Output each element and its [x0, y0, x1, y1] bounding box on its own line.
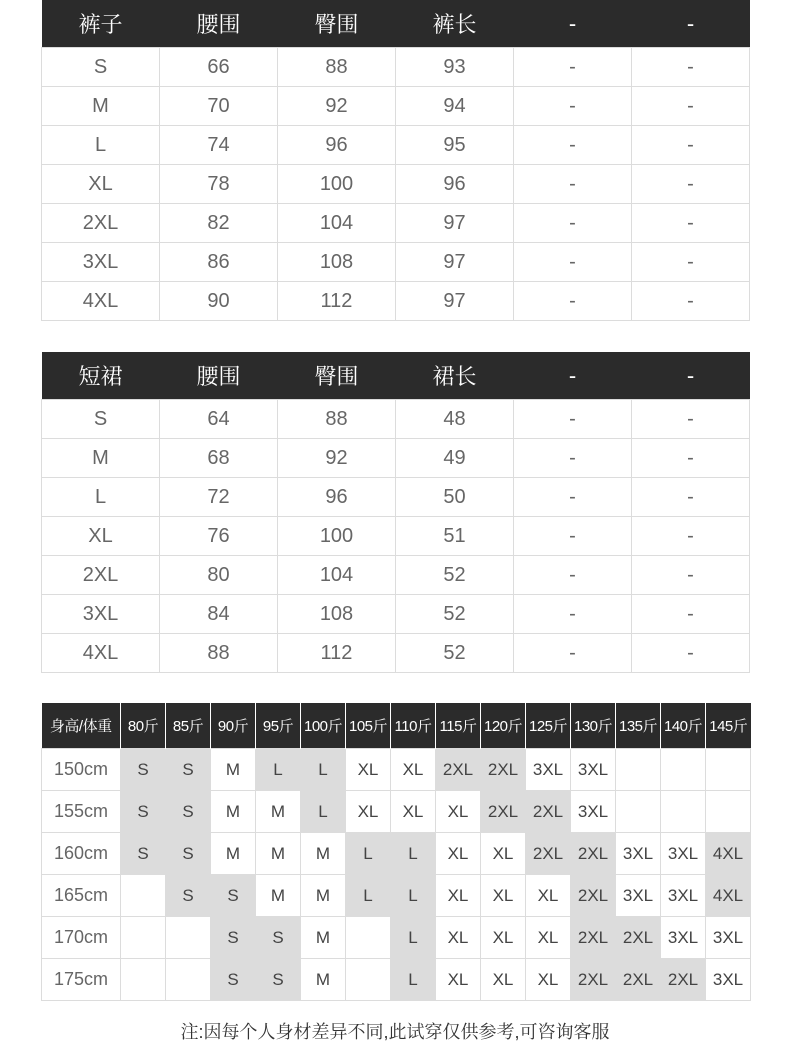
fit-size-cell: 3XL	[616, 875, 661, 917]
pants-cell: 97	[396, 282, 514, 321]
pants-cell: 112	[278, 282, 396, 321]
fit-height-label: 165cm	[42, 875, 121, 917]
pants-cell: -	[514, 126, 632, 165]
fit-row	[42, 917, 751, 959]
pants-cell: 78	[160, 165, 278, 204]
fit-header-row	[42, 703, 751, 749]
skirt-cell: 52	[396, 595, 514, 634]
fit-size-cell: S	[121, 749, 166, 791]
fit-size-cell	[706, 749, 751, 791]
fit-size-cell: L	[346, 833, 391, 875]
fit-size-cell: 4XL	[706, 875, 751, 917]
skirt-cell: 92	[278, 439, 396, 478]
fit-size-cell: S	[211, 875, 256, 917]
fit-size-cell: M	[301, 917, 346, 959]
pants-size-label: M	[42, 87, 160, 126]
fit-weight-header: 130斤	[571, 703, 616, 749]
skirt-size-label: XL	[42, 517, 160, 556]
skirt-size-label: L	[42, 478, 160, 517]
pants-table-body	[42, 48, 750, 321]
fit-size-cell: XL	[481, 875, 526, 917]
skirt-cell: -	[514, 439, 632, 478]
fit-size-cell: M	[256, 875, 301, 917]
fit-size-cell: S	[256, 917, 301, 959]
fit-size-cell: L	[391, 875, 436, 917]
skirt-row	[42, 478, 750, 517]
fit-row	[42, 833, 751, 875]
fit-size-cell: S	[211, 959, 256, 1001]
skirt-cell: 80	[160, 556, 278, 595]
fit-size-cell: XL	[526, 959, 571, 1001]
fit-height-label: 175cm	[42, 959, 121, 1001]
pants-cell: -	[514, 282, 632, 321]
skirt-header-cell: 短裙	[42, 352, 160, 400]
skirt-cell: -	[514, 595, 632, 634]
fit-size-cell: M	[301, 959, 346, 1001]
skirt-table-body	[42, 400, 750, 673]
pants-row	[42, 48, 750, 87]
skirt-cell: 88	[278, 400, 396, 439]
fit-size-cell: S	[256, 959, 301, 1001]
fit-weight-header: 120斤	[481, 703, 526, 749]
fit-size-cell: L	[256, 749, 301, 791]
skirt-row	[42, 634, 750, 673]
pants-header-cell: 裤子	[42, 0, 160, 48]
pants-size-table	[41, 0, 750, 321]
pants-cell: -	[514, 165, 632, 204]
fit-weight-header: 135斤	[616, 703, 661, 749]
fit-size-cell: M	[256, 791, 301, 833]
pants-cell: -	[632, 165, 750, 204]
skirt-cell: 112	[278, 634, 396, 673]
skirt-cell: -	[632, 400, 750, 439]
skirt-header-cell: -	[632, 352, 750, 400]
pants-cell: -	[514, 243, 632, 282]
fit-size-cell: 2XL	[481, 791, 526, 833]
fit-weight-header: 100斤	[301, 703, 346, 749]
pants-cell: 70	[160, 87, 278, 126]
pants-cell: 93	[396, 48, 514, 87]
fit-size-cell: XL	[526, 875, 571, 917]
fit-size-cell: 3XL	[571, 749, 616, 791]
skirt-row	[42, 439, 750, 478]
fit-size-cell: L	[391, 959, 436, 1001]
fit-size-cell: S	[211, 917, 256, 959]
skirt-cell: -	[632, 556, 750, 595]
fit-size-cell	[661, 749, 706, 791]
fit-table-header	[42, 703, 751, 749]
fit-size-cell	[346, 959, 391, 1001]
skirt-table-header	[42, 352, 750, 400]
pants-header-cell: 腰围	[160, 0, 278, 48]
fit-size-cell: XL	[481, 917, 526, 959]
fit-table-body	[42, 749, 751, 1001]
skirt-cell: 84	[160, 595, 278, 634]
skirt-header-cell: 裙长	[396, 352, 514, 400]
fit-size-cell: XL	[436, 833, 481, 875]
pants-cell: 108	[278, 243, 396, 282]
fit-size-cell: 2XL	[571, 833, 616, 875]
height-weight-fit-table	[41, 703, 751, 1001]
fit-height-label: 170cm	[42, 917, 121, 959]
pants-cell: -	[632, 243, 750, 282]
fit-size-cell: L	[391, 833, 436, 875]
skirt-size-label: S	[42, 400, 160, 439]
skirt-cell: 50	[396, 478, 514, 517]
skirt-size-label: M	[42, 439, 160, 478]
fit-size-cell	[616, 749, 661, 791]
fit-weight-header: 80斤	[121, 703, 166, 749]
fit-size-cell: XL	[346, 791, 391, 833]
fit-size-cell: XL	[481, 959, 526, 1001]
pants-cell: 82	[160, 204, 278, 243]
skirt-cell: -	[632, 517, 750, 556]
fit-size-cell: S	[166, 791, 211, 833]
fit-size-cell: XL	[436, 959, 481, 1001]
skirt-cell: -	[632, 595, 750, 634]
pants-row	[42, 126, 750, 165]
skirt-cell: 64	[160, 400, 278, 439]
skirt-cell: -	[514, 478, 632, 517]
skirt-cell: 96	[278, 478, 396, 517]
skirt-header-row	[42, 352, 750, 400]
pants-header-cell: 裤长	[396, 0, 514, 48]
pants-cell: 86	[160, 243, 278, 282]
fit-size-cell: 3XL	[661, 875, 706, 917]
pants-size-label: XL	[42, 165, 160, 204]
fit-size-cell: 3XL	[706, 959, 751, 1001]
fit-size-cell: XL	[346, 749, 391, 791]
skirt-header-cell: 臀围	[278, 352, 396, 400]
pants-cell: -	[632, 204, 750, 243]
pants-cell: -	[514, 48, 632, 87]
skirt-cell: -	[514, 517, 632, 556]
pants-row	[42, 243, 750, 282]
fit-size-cell: 2XL	[571, 875, 616, 917]
skirt-cell: -	[514, 556, 632, 595]
fit-weight-header: 125斤	[526, 703, 571, 749]
pants-cell: -	[632, 126, 750, 165]
fit-size-cell: M	[256, 833, 301, 875]
fit-weight-header: 115斤	[436, 703, 481, 749]
fit-weight-header: 140斤	[661, 703, 706, 749]
fit-size-cell: L	[301, 791, 346, 833]
pants-cell: 92	[278, 87, 396, 126]
fit-weight-header: 110斤	[391, 703, 436, 749]
pants-cell: -	[632, 87, 750, 126]
fit-size-cell: L	[301, 749, 346, 791]
fit-size-cell: L	[391, 917, 436, 959]
pants-row	[42, 282, 750, 321]
pants-cell: 88	[278, 48, 396, 87]
pants-size-label: 3XL	[42, 243, 160, 282]
fit-size-cell: XL	[481, 833, 526, 875]
pants-cell: 94	[396, 87, 514, 126]
fit-size-cell: 2XL	[436, 749, 481, 791]
fit-height-label: 155cm	[42, 791, 121, 833]
fit-size-cell: 3XL	[616, 833, 661, 875]
pants-header-cell: -	[632, 0, 750, 48]
fit-row	[42, 749, 751, 791]
skirt-row	[42, 400, 750, 439]
fit-size-cell: 3XL	[571, 791, 616, 833]
fit-size-cell: 4XL	[706, 833, 751, 875]
fit-size-cell: M	[301, 833, 346, 875]
skirt-cell: -	[632, 634, 750, 673]
skirt-cell: 104	[278, 556, 396, 595]
fit-height-label: 160cm	[42, 833, 121, 875]
fit-size-cell: XL	[526, 917, 571, 959]
pants-cell: 96	[278, 126, 396, 165]
fit-weight-header: 90斤	[211, 703, 256, 749]
fit-size-cell	[121, 959, 166, 1001]
pants-cell: 90	[160, 282, 278, 321]
fit-size-cell	[616, 791, 661, 833]
fit-row	[42, 959, 751, 1001]
fit-size-cell: 3XL	[661, 917, 706, 959]
skirt-cell: -	[632, 439, 750, 478]
fit-size-cell: XL	[391, 791, 436, 833]
pants-cell: 97	[396, 204, 514, 243]
fit-size-cell: 3XL	[706, 917, 751, 959]
fit-size-cell: S	[121, 833, 166, 875]
pants-cell: -	[514, 87, 632, 126]
pants-size-label: 2XL	[42, 204, 160, 243]
pants-cell: 97	[396, 243, 514, 282]
fit-size-cell: 3XL	[661, 833, 706, 875]
skirt-row	[42, 595, 750, 634]
pants-header-row	[42, 0, 750, 48]
fit-size-cell: 2XL	[616, 959, 661, 1001]
pants-cell: -	[632, 282, 750, 321]
skirt-size-table	[41, 352, 750, 673]
fit-corner-header: 身高/体重	[42, 703, 121, 749]
pants-size-label: S	[42, 48, 160, 87]
fit-row	[42, 791, 751, 833]
skirt-cell: 51	[396, 517, 514, 556]
skirt-cell: -	[514, 634, 632, 673]
skirt-row	[42, 517, 750, 556]
fit-height-label: 150cm	[42, 749, 121, 791]
fit-size-cell: M	[301, 875, 346, 917]
pants-size-label: 4XL	[42, 282, 160, 321]
fit-size-cell	[166, 917, 211, 959]
skirt-size-label: 2XL	[42, 556, 160, 595]
skirt-cell: 72	[160, 478, 278, 517]
pants-row	[42, 165, 750, 204]
pants-cell: 66	[160, 48, 278, 87]
fit-size-cell: 2XL	[661, 959, 706, 1001]
skirt-cell: -	[632, 478, 750, 517]
pants-size-label: L	[42, 126, 160, 165]
skirt-cell: 76	[160, 517, 278, 556]
pants-cell: 74	[160, 126, 278, 165]
pants-cell: 104	[278, 204, 396, 243]
pants-cell: 95	[396, 126, 514, 165]
fit-size-cell	[166, 959, 211, 1001]
fit-weight-header: 105斤	[346, 703, 391, 749]
pants-cell: 100	[278, 165, 396, 204]
pants-cell: -	[514, 204, 632, 243]
fit-size-cell: S	[166, 875, 211, 917]
pants-table-header	[42, 0, 750, 48]
skirt-cell: 52	[396, 556, 514, 595]
fit-size-cell: 2XL	[526, 791, 571, 833]
pants-row	[42, 204, 750, 243]
skirt-header-cell: 腰围	[160, 352, 278, 400]
fit-size-cell	[706, 791, 751, 833]
fit-size-cell	[121, 875, 166, 917]
pants-cell: -	[632, 48, 750, 87]
fit-size-cell: XL	[436, 875, 481, 917]
skirt-cell: 100	[278, 517, 396, 556]
pants-row	[42, 87, 750, 126]
fit-size-cell: S	[121, 791, 166, 833]
skirt-size-label: 4XL	[42, 634, 160, 673]
skirt-cell: 68	[160, 439, 278, 478]
skirt-cell: 52	[396, 634, 514, 673]
fit-size-cell: L	[346, 875, 391, 917]
fit-size-cell: M	[211, 791, 256, 833]
fit-size-cell: 2XL	[571, 959, 616, 1001]
pants-cell: 96	[396, 165, 514, 204]
fit-size-cell: 3XL	[526, 749, 571, 791]
skirt-cell: 48	[396, 400, 514, 439]
skirt-row	[42, 556, 750, 595]
fit-size-cell: 2XL	[481, 749, 526, 791]
skirt-header-cell: -	[514, 352, 632, 400]
skirt-cell: 108	[278, 595, 396, 634]
fit-size-cell	[346, 917, 391, 959]
fit-size-cell: M	[211, 833, 256, 875]
fit-size-cell: 2XL	[616, 917, 661, 959]
fit-size-cell: 2XL	[571, 917, 616, 959]
pants-header-cell: 臀围	[278, 0, 396, 48]
fit-weight-header: 145斤	[706, 703, 751, 749]
skirt-cell: 49	[396, 439, 514, 478]
fit-size-cell: S	[166, 833, 211, 875]
skirt-cell: 88	[160, 634, 278, 673]
fit-weight-header: 95斤	[256, 703, 301, 749]
skirt-size-label: 3XL	[42, 595, 160, 634]
fit-size-cell: XL	[391, 749, 436, 791]
fit-size-cell	[121, 917, 166, 959]
fit-size-cell: M	[211, 749, 256, 791]
fit-size-cell	[661, 791, 706, 833]
fit-size-cell: S	[166, 749, 211, 791]
fit-size-cell: XL	[436, 917, 481, 959]
fit-size-cell: XL	[436, 791, 481, 833]
fit-weight-header: 85斤	[166, 703, 211, 749]
fit-size-cell: 2XL	[526, 833, 571, 875]
pants-header-cell: -	[514, 0, 632, 48]
skirt-cell: -	[514, 400, 632, 439]
size-disclaimer-note: 注:因每个人身材差异不同,此试穿仅供参考,可咨询客服	[180, 1022, 610, 1042]
fit-row	[42, 875, 751, 917]
